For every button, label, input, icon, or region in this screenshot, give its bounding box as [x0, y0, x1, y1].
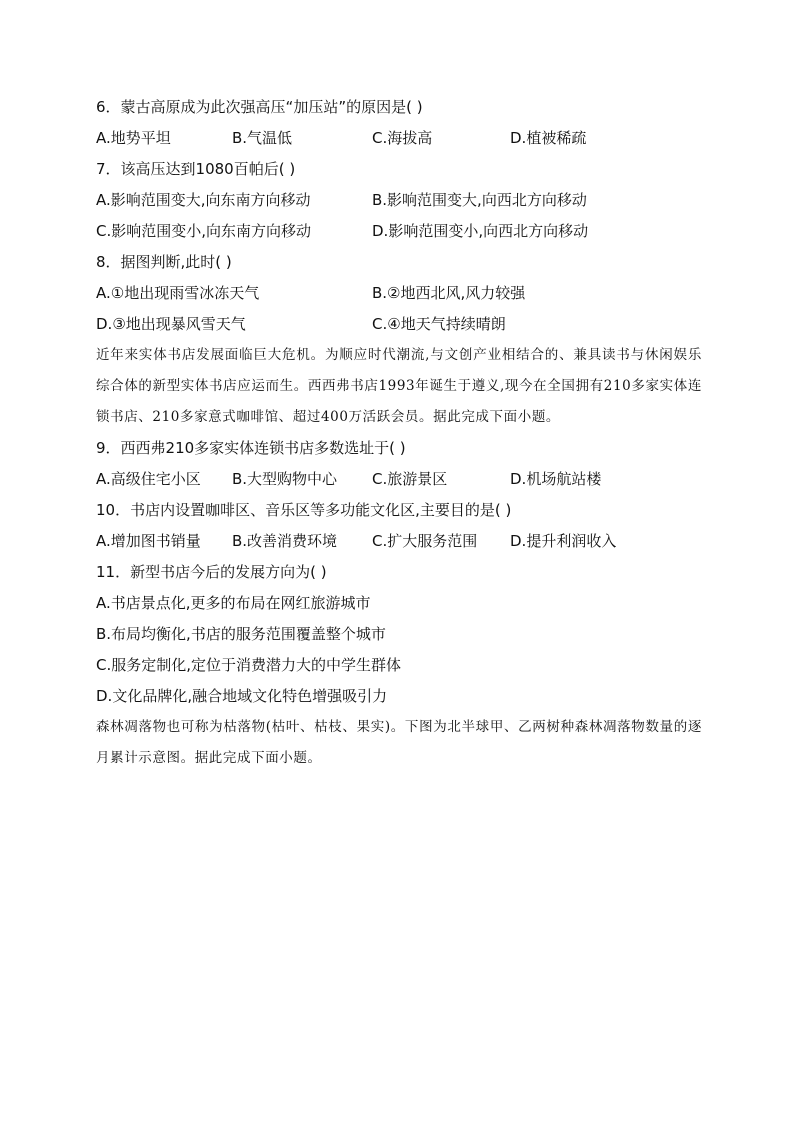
question-10-option-c: C.扩大服务范围	[372, 532, 478, 550]
reading-passage-bookstore: 近年来实体书店发展面临巨大危机。为顺应时代潮流,与文创产业相结合的、兼具读书与休闲娱乐综合体的新型实体书店应运而生。西西弗书店1993年诞生于遵义,现今在全国拥有210多家实体连锁书店、210多家意式咖啡馆、超过400万活跃会员。据此完成下面小题。	[96, 347, 702, 425]
question-9-option-b: B.大型购物中心	[232, 470, 338, 488]
page-content	[96, 92, 706, 774]
question-7-option-d: D.影响范围变小,向西北方向移动	[372, 222, 589, 240]
question-10-option-b: B.改善消费环境	[232, 532, 338, 550]
question-9-option-c: C.旅游景区	[372, 470, 448, 488]
question-10-stem: 10．书店内设置咖啡区、音乐区等多功能文化区,主要目的是( )	[96, 501, 512, 519]
question-9-option-d: D.机场航站楼	[510, 470, 602, 488]
question-11-option-d: D.文化品牌化,融合地域文化特色增强吸引力	[96, 687, 388, 705]
question-9-option-a: A.高级住宅小区	[96, 470, 201, 488]
question-6-options	[96, 123, 706, 154]
question-7-option-b: B.影响范围变大,向西北方向移动	[372, 191, 587, 209]
question-7-options-row1	[96, 185, 706, 216]
question-10-option-d: D.提升利润收入	[510, 532, 617, 550]
question-11-option-b: B.布局均衡化,书店的服务范围覆盖整个城市	[96, 625, 386, 643]
question-7-stem: 7．该高压达到1080百帕后( )	[96, 160, 296, 178]
question-8-option-c: C.④地天气持续晴朗	[372, 315, 506, 333]
question-9-stem: 9．西西弗210多家实体连锁书店多数选址于( )	[96, 439, 406, 457]
question-6-stem: 6．蒙古高原成为此次强高压“加压站”的原因是( )	[96, 98, 423, 116]
question-7-options-row2	[96, 216, 706, 247]
question-8-stem: 8．据图判断,此时( )	[96, 253, 232, 271]
question-8-options-row1	[96, 278, 706, 309]
question-8-option-d: D.③地出现暴风雪天气	[96, 315, 246, 333]
question-7-option-a: A.影响范围变大,向东南方向移动	[96, 191, 311, 209]
question-11-stem: 11．新型书店今后的发展方向为( )	[96, 563, 327, 581]
question-9-options	[96, 464, 706, 495]
reading-passage-forest-litter: 森林凋落物也可称为枯落物(枯叶、枯枝、果实)。下图为北半球甲、乙两树种森林凋落物数量的逐月累计示意图。据此完成下面小题。	[96, 719, 702, 766]
question-6-option-a: A.地势平坦	[96, 129, 171, 147]
question-7-option-c: C.影响范围变小,向东南方向移动	[96, 222, 312, 240]
question-11-option-c: C.服务定制化,定位于消费潜力大的中学生群体	[96, 656, 402, 674]
question-6-option-d: D.植被稀疏	[510, 129, 587, 147]
question-6-option-b: B.气温低	[232, 129, 293, 147]
question-8-option-a: A.①地出现雨雪冰冻天气	[96, 284, 260, 302]
question-8-option-b: B.②地西北风,风力较强	[372, 284, 526, 302]
question-8-options-row2	[96, 309, 706, 340]
question-10-options	[96, 526, 706, 557]
question-10-option-a: A.增加图书销量	[96, 532, 201, 550]
question-11-option-a: A.书店景点化,更多的布局在网红旅游城市	[96, 594, 371, 612]
question-6-option-c: C.海拔高	[372, 129, 433, 147]
